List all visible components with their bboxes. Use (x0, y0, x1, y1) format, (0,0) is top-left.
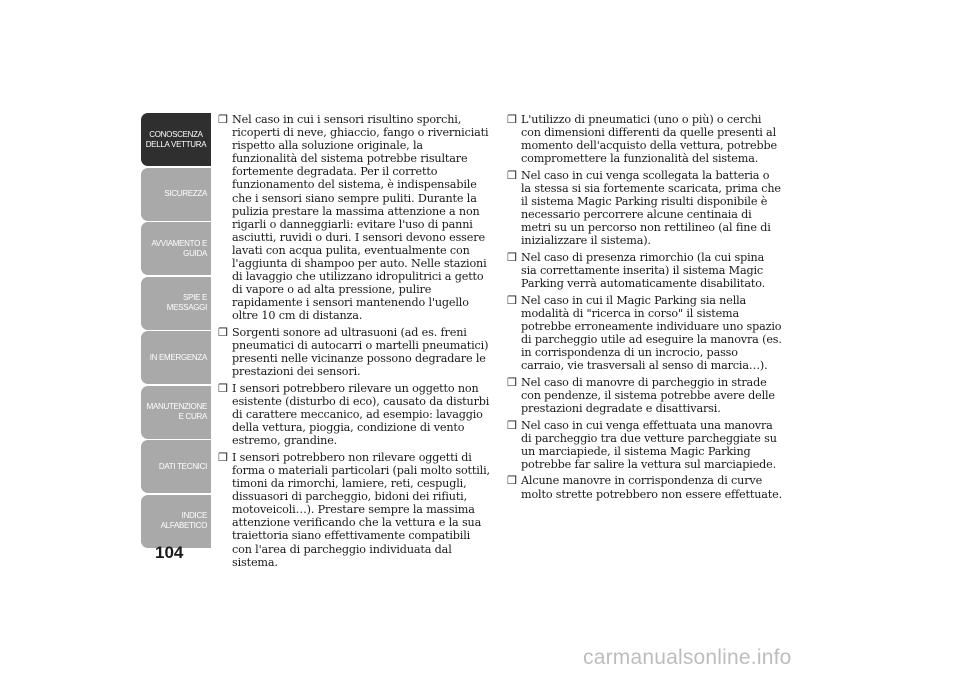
checkbox-bullet-icon: ❒ (507, 474, 517, 488)
tab-label: SICUREZZA (164, 189, 207, 198)
page-number: 104 (155, 543, 184, 562)
checkbox-bullet-icon: ❒ (218, 450, 228, 464)
chapter-sidebar (141, 113, 211, 549)
list-item (507, 251, 782, 290)
tab-indice-alfabetico[interactable] (141, 495, 211, 548)
checkbox-bullet-icon: ❒ (507, 168, 517, 182)
list-item (507, 113, 782, 165)
list-item (507, 376, 782, 415)
tab-avviamento-e-guida[interactable] (141, 222, 211, 275)
tab-manutenzione-e-cura[interactable] (141, 386, 211, 439)
tab-label: IN EMERGENZA (149, 352, 207, 362)
tab-dati-tecnici[interactable] (141, 440, 211, 493)
left-column (218, 113, 490, 572)
watermark: carmanualsonline.info (583, 646, 792, 669)
checkbox-bullet-icon: ❒ (507, 113, 517, 126)
list-item-text: Sorgenti sonore ad ultrasuoni (ad es. freni pneumatici di autocarri o martelli pneumatici) presenti nelle vicinanze possono degradare le prestazioni dei sensori. (232, 326, 489, 379)
list-item (218, 113, 490, 323)
tab-spie-e-messaggi[interactable] (141, 277, 211, 330)
tab-label: DATI TECNICI (158, 461, 207, 471)
list-item (507, 419, 782, 471)
list-item (218, 382, 490, 447)
list-item-text: Nel caso in cui i sensori risultino sporchi, ricoperti di neve, ghiaccio, fango o riverniciati rispetto alla soluzione originale, la funzionalità del sistema potrebbe risultare fortemente degradata. Per il corretto funzionamento del sistema, è indispensabile che i sensori siano sempre puliti. Durante la pulizia prestare la massima attenzione a non rigarli o danneggiarli: evitare l'uso di panni asciutti, ruvidi o duri. I sensori devono essere lavati con acqua pulita, eventualmente con l'aggiunta di shampoo per auto. Nelle stazioni di lavaggio che utilizzano idropulitrici a getto di vapore o ad alta pressione, pulire rapidamente i sensori mantenendo l'ugello oltre 10 cm di distanza. (232, 113, 489, 323)
list-item-text: Alcune manovre in corrispondenza di curve molto strette potrebbero non essere effettuate. (521, 474, 782, 501)
list-item (507, 294, 782, 373)
tab-in-emergenza[interactable] (141, 331, 211, 384)
tab-label: AVVIAMENTO E GUIDA (151, 238, 207, 258)
tab-label: SPIE E MESSAGGI (166, 293, 207, 312)
list-item (218, 326, 490, 378)
list-item-text: Nel caso di presenza rimorchio (la cui spina sia correttamente inserita) il sistema Magic Parking verrà automaticamente disabilitato. (521, 250, 766, 291)
list-item-text: Nel caso in cui il Magic Parking sia nella modalità di "ricerca in corso" il sistema potrebbe erroneamente individuare uno spazio di parcheggio utile ad eseguire la manovra (es. in corrispondenza di un incrocio, passo carraio, vie trasversali al senso di marcia…). (521, 293, 782, 373)
checkbox-bullet-icon: ❒ (507, 293, 517, 307)
list-item (218, 451, 490, 569)
list-item-text: I sensori potrebbero non rilevare oggetti di forma o materiali particolari (pali molto sottili, timoni da rimorchi, lamiere, reti, cespugli, dissuasori di parcheggio, bidoni dei rifiuti, motoveicoli…). Prestare sempre la massima attenzione verificando che la vettura e la sua traiettoria siano effettivamente compatibili con l'area di parcheggio individuata dal sistema. (232, 450, 490, 569)
checkbox-bullet-icon: ❒ (507, 250, 517, 264)
list-item-text: I sensori potrebbero rilevare un oggetto non esistente (disturbo di eco), causato da disturbi di carattere meccanico, ad esempio: lavaggio della vettura, pioggia, condizione di vento estremo, grandine. (232, 381, 490, 448)
tab-label: INDICE ALFABETICO (160, 511, 207, 530)
checkbox-bullet-icon: ❒ (218, 113, 228, 126)
list-item-text: Nel caso in cui venga scollegata la batteria o la stessa si sia fortemente scaricata, prima che il sistema Magic Parking risulti disponibile è necessario percorrere alcune centinaia di metri su un percorso non rettilineo (al fine di inizializzare il sistema). (521, 168, 781, 248)
tab-label: MANUTENZIONE E CURA (146, 402, 207, 421)
checkbox-bullet-icon: ❒ (507, 375, 517, 389)
tab-sicurezza[interactable] (141, 168, 211, 221)
list-item-text: Nel caso in cui venga effettuata una manovra di parcheggio tra due vetture parcheggiate su un marciapiede, il sistema Magic Parking potrebbe far salire la vettura sul marciapiede. (521, 418, 777, 471)
checkbox-bullet-icon: ❒ (218, 381, 228, 395)
list-item (507, 474, 782, 500)
checkbox-bullet-icon: ❒ (218, 326, 228, 339)
tab-label: CONOSCENZA DELLA VETTURA (145, 129, 207, 149)
list-item-text: L'utilizzo di pneumatici (uno o più) o cerchi con dimensioni differenti da quelle presenti al momento dell'acquisto della vettura, potrebbe compromettere la funzionalità del sistema. (521, 113, 777, 166)
list-item-text: Nel caso di manovre di parcheggio in strade con pendenze, il sistema potrebbe avere delle prestazioni degradate e disattivarsi. (521, 375, 775, 415)
list-item (507, 169, 782, 248)
checkbox-bullet-icon: ❒ (507, 418, 517, 432)
right-column (507, 113, 782, 504)
tab-conoscenza-della-vettura[interactable] (141, 113, 211, 166)
